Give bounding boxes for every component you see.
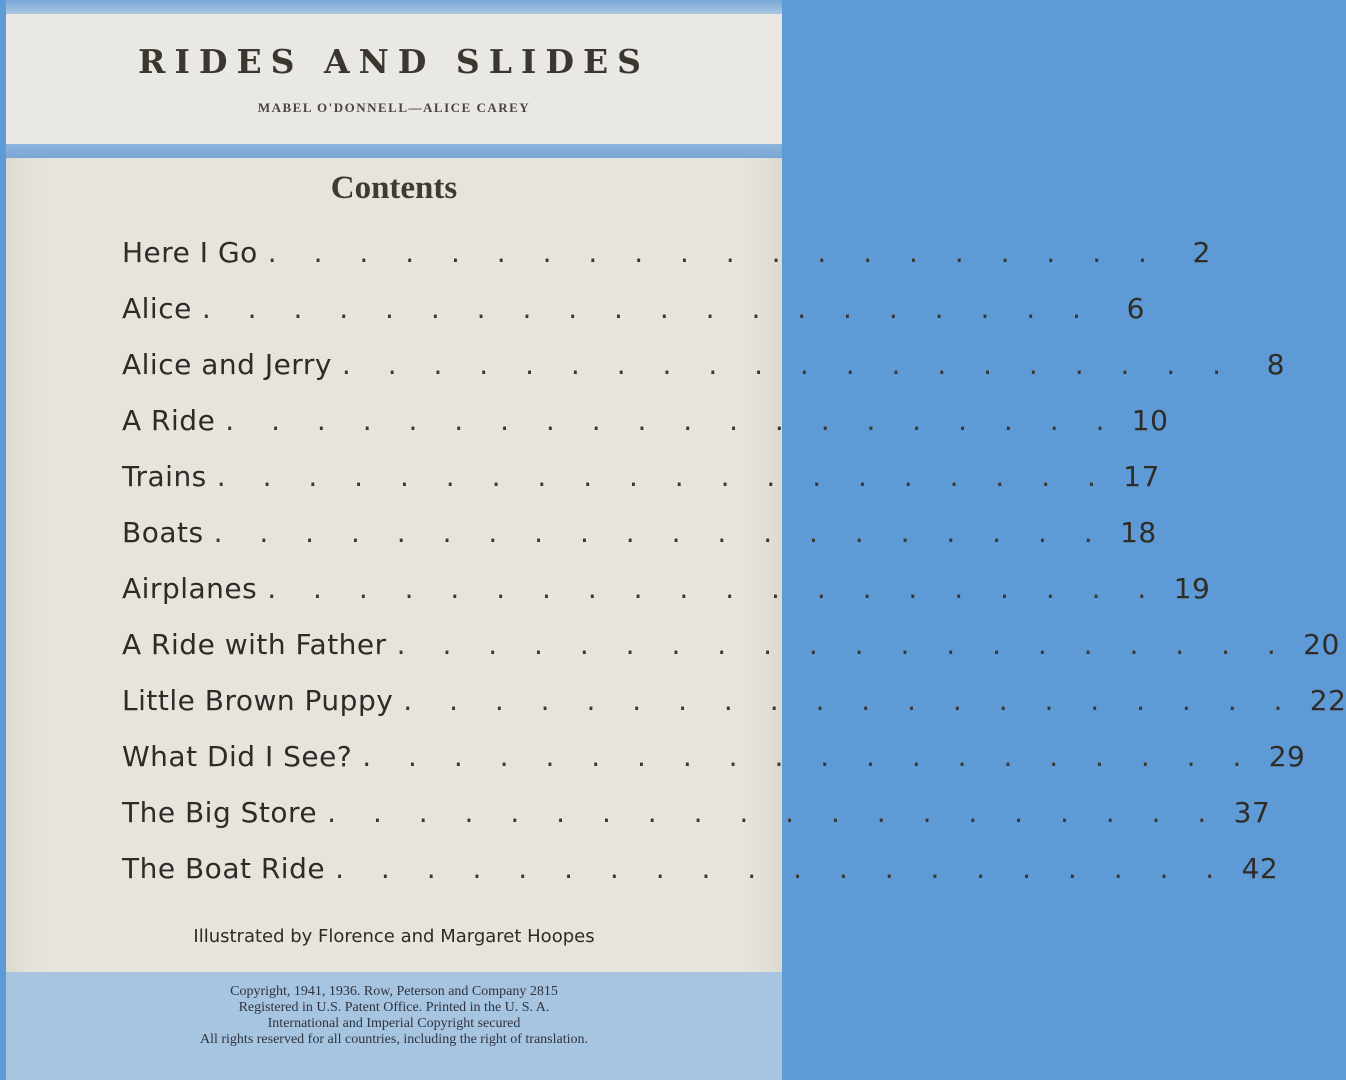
toc-entry-page: 22 xyxy=(1309,684,1346,717)
toc-entry xyxy=(122,292,1145,348)
book-authors: MABEL O'DONNELL—ALICE CAREY xyxy=(257,100,531,115)
toc-entry-page: 6 xyxy=(1126,292,1145,325)
toc-entry xyxy=(122,516,1157,572)
toc-entry-title: A Ride xyxy=(122,404,216,437)
toc-leader-dots: . . . . . . . . . . . . . . . . . . . . xyxy=(267,572,1161,605)
toc-entry-page: 19 xyxy=(1173,572,1211,605)
book-title: RIDES AND SLIDES xyxy=(138,42,650,81)
header-divider-stripe xyxy=(6,144,782,158)
toc-entry-page: 18 xyxy=(1120,516,1157,549)
toc-entry-title: Little Brown Puppy xyxy=(122,684,394,717)
illustrator-credit: Illustrated by Florence and Margaret Hoopes xyxy=(193,926,595,947)
toc-leader-dots: . . . . . . . . . . . . . . . . . . . . xyxy=(213,516,1107,549)
toc-entry xyxy=(122,572,1211,628)
toc-entry-title: Airplanes xyxy=(122,572,258,605)
toc-entry xyxy=(122,740,1306,796)
toc-entry-page: 42 xyxy=(1241,852,1279,885)
toc-leader-dots: . . . . . . . . . . . . . . . . . . . . xyxy=(335,852,1229,885)
toc-entry-page: 37 xyxy=(1233,796,1271,829)
toc-entry xyxy=(122,684,1346,740)
contents-heading: Contents xyxy=(330,170,458,206)
toc-entry xyxy=(122,852,1279,908)
toc-leader-dots: . . . . . . . . . . . . . . . . . . . . xyxy=(225,404,1119,437)
copyright-notice xyxy=(6,984,782,1048)
toc-entry-page: 20 xyxy=(1303,628,1340,661)
toc-leader-dots: . . . . . . . . . . . . . . . . . . . . xyxy=(201,292,1095,325)
toc-entry-page: 29 xyxy=(1268,740,1306,773)
toc-entry xyxy=(122,348,1286,404)
toc-entry xyxy=(122,628,1340,684)
top-blue-stripe xyxy=(6,0,782,14)
toc-entry-title: Trains xyxy=(122,460,207,493)
toc-entry-title: A Ride with Father xyxy=(122,628,387,661)
toc-leader-dots: . . . . . . . . . . . . . . . . . . . . xyxy=(396,628,1290,661)
toc-entry-title: The Big Store xyxy=(122,796,318,829)
toc-entry-page: 2 xyxy=(1192,236,1211,269)
toc-leader-dots: . . . . . . . . . . . . . . . . . . . . xyxy=(341,348,1236,381)
toc-entry-page: 8 xyxy=(1266,348,1286,381)
toc-entry xyxy=(122,404,1169,460)
toc-leader-dots: . . . . . . . . . . . . . . . . . . . . xyxy=(216,460,1110,493)
toc-entry xyxy=(122,796,1271,852)
toc-entry-title: Boats xyxy=(122,516,204,549)
toc-leader-dots: . . . . . . . . . . . . . . . . . . . . xyxy=(362,740,1256,773)
toc-entry-page: 17 xyxy=(1123,460,1160,493)
toc-entry xyxy=(122,236,1211,292)
toc-entry-title: Alice and Jerry xyxy=(122,348,332,381)
copyright-line: Copyright, 1941, 1936. Row, Peterson and Company 2815 xyxy=(230,984,558,999)
registered-line: Registered in U.S. Patent Office. Printed in the U. S. A. xyxy=(238,1000,550,1015)
toc-entry-title: What Did I See? xyxy=(122,740,353,773)
toc-entry-title: Here I Go xyxy=(122,236,258,269)
rights-line: All rights reserved for all countries, including the right of translation. xyxy=(199,1032,588,1047)
toc-entry-page: 10 xyxy=(1131,404,1169,437)
toc-entry-title: Alice xyxy=(122,292,192,325)
toc-entry xyxy=(122,460,1160,516)
toc-entry-title: The Boat Ride xyxy=(122,852,326,885)
table-of-contents xyxy=(122,236,1346,908)
toc-leader-dots: . . . . . . . . . . . . . . . . . . . . xyxy=(327,796,1221,829)
book-page xyxy=(6,0,1346,1080)
international-line: International and Imperial Copyright secured xyxy=(267,1016,521,1031)
toc-leader-dots: . . . . . . . . . . . . . . . . . . . . xyxy=(403,684,1297,717)
toc-leader-dots: . . . . . . . . . . . . . . . . . . . . xyxy=(267,236,1161,269)
